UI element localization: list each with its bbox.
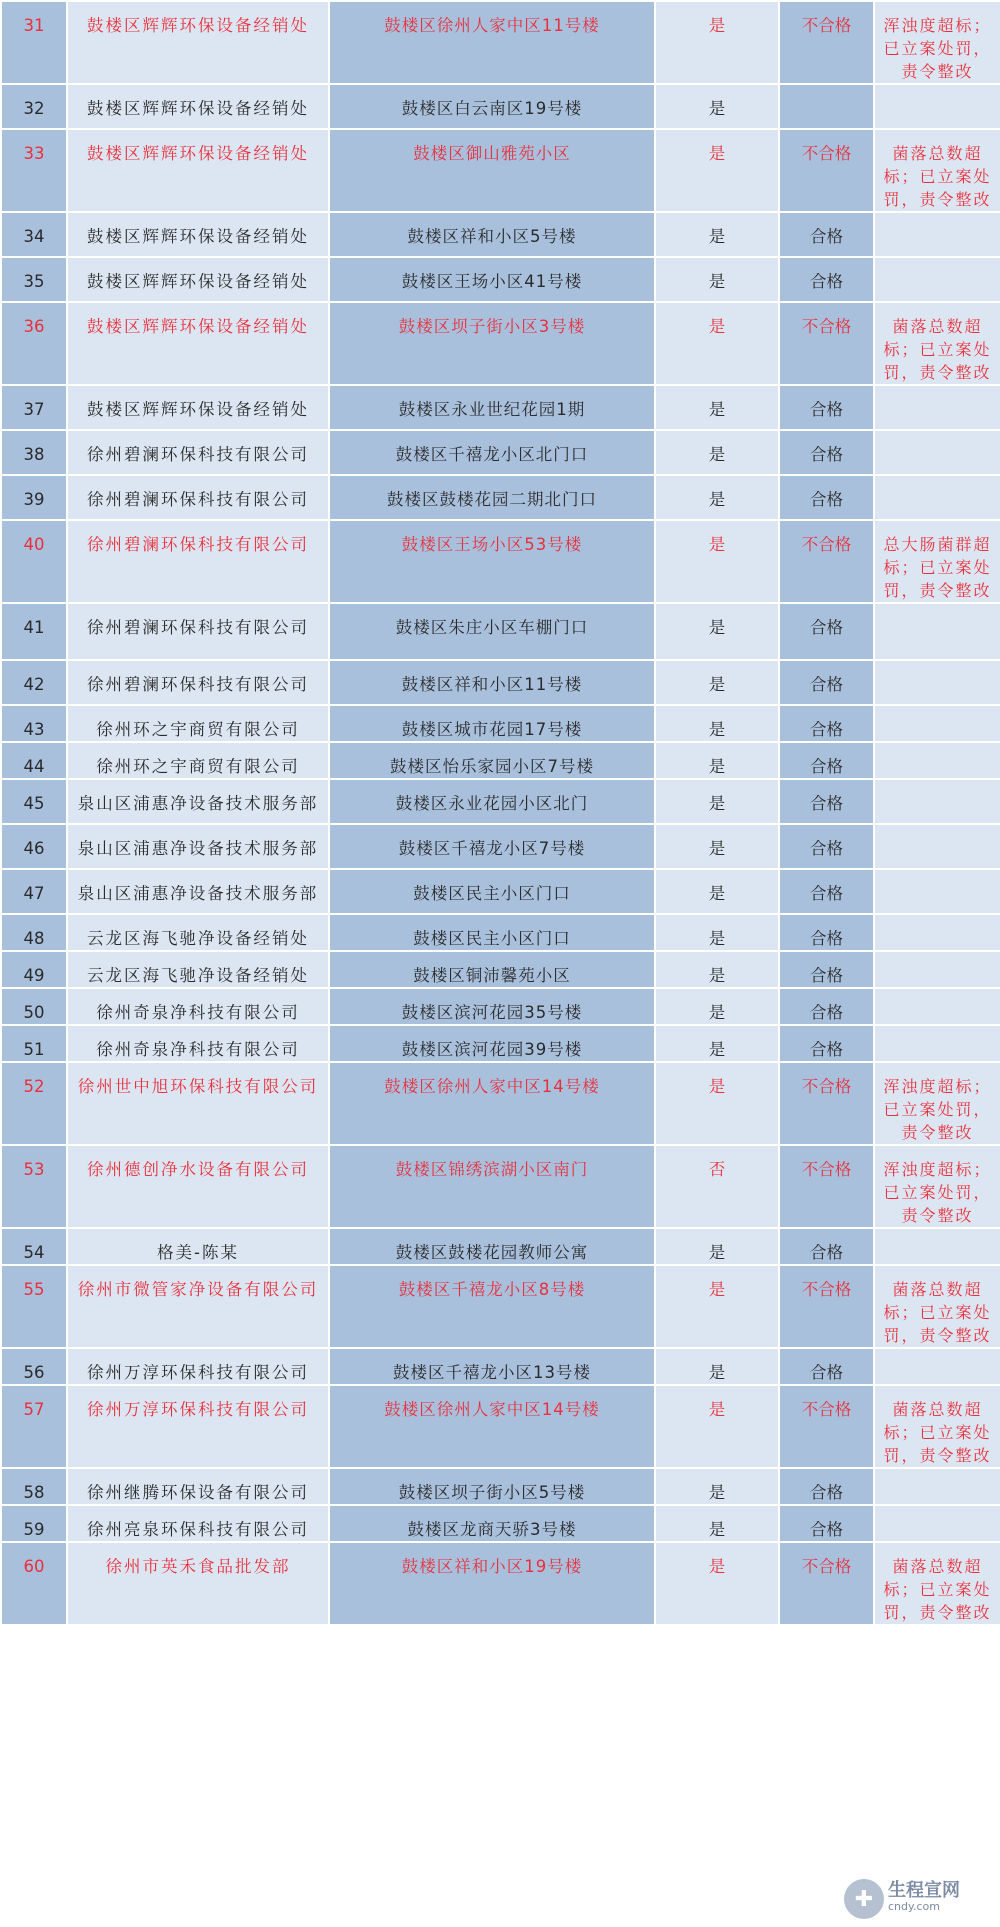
registered-flag: 是	[655, 1542, 779, 1625]
sampling-address: 鼓楼区朱庄小区车棚门口	[329, 603, 655, 660]
table-row	[1, 1468, 1000, 1505]
result-note	[874, 84, 1000, 129]
table-row	[1, 869, 1000, 914]
row-number: 44	[1, 742, 67, 779]
test-result: 合格	[779, 1505, 874, 1542]
registered-flag: 是	[655, 779, 779, 824]
company-name: 徐州环之宇商贸有限公司	[67, 705, 329, 742]
registered-flag: 是	[655, 385, 779, 430]
test-result: 合格	[779, 1348, 874, 1385]
result-note: 菌落总数超标；已立案处罚，责令整改	[874, 1385, 1000, 1468]
test-result: 不合格	[779, 1385, 874, 1468]
test-result: 合格	[779, 824, 874, 869]
registered-flag: 是	[655, 302, 779, 385]
company-name: 鼓楼区辉辉环保设备经销处	[67, 212, 329, 257]
row-number: 42	[1, 660, 67, 705]
company-name: 徐州碧澜环保科技有限公司	[67, 660, 329, 705]
result-note	[874, 1505, 1000, 1542]
watermark-url: cndy.com	[888, 1900, 940, 1913]
registered-flag: 是	[655, 1265, 779, 1348]
result-note	[874, 914, 1000, 951]
company-name: 云龙区海飞驰净设备经销处	[67, 914, 329, 951]
result-note	[874, 475, 1000, 520]
row-number: 55	[1, 1265, 67, 1348]
row-number: 33	[1, 129, 67, 212]
registered-flag: 是	[655, 824, 779, 869]
table-row	[1, 520, 1000, 603]
result-note: 菌落总数超标；已立案处罚，责令整改	[874, 302, 1000, 385]
test-result: 不合格	[779, 129, 874, 212]
company-name: 徐州碧澜环保科技有限公司	[67, 430, 329, 475]
result-note	[874, 212, 1000, 257]
table-row	[1, 1228, 1000, 1265]
row-number: 60	[1, 1542, 67, 1625]
result-note	[874, 1025, 1000, 1062]
test-result: 合格	[779, 660, 874, 705]
company-name: 鼓楼区辉辉环保设备经销处	[67, 385, 329, 430]
sampling-address: 鼓楼区王场小区41号楼	[329, 257, 655, 302]
company-name: 徐州碧澜环保科技有限公司	[67, 475, 329, 520]
test-result: 合格	[779, 1025, 874, 1062]
result-note	[874, 988, 1000, 1025]
row-number: 31	[1, 1, 67, 84]
table-row	[1, 475, 1000, 520]
test-result: 不合格	[779, 1145, 874, 1228]
registered-flag: 是	[655, 84, 779, 129]
test-result: 不合格	[779, 1542, 874, 1625]
company-name: 鼓楼区辉辉环保设备经销处	[67, 257, 329, 302]
registered-flag: 是	[655, 1228, 779, 1265]
registered-flag: 是	[655, 520, 779, 603]
result-note	[874, 430, 1000, 475]
table-row	[1, 302, 1000, 385]
registered-flag: 是	[655, 988, 779, 1025]
test-result: 合格	[779, 257, 874, 302]
test-result: 合格	[779, 951, 874, 988]
row-number: 49	[1, 951, 67, 988]
row-number: 52	[1, 1062, 67, 1145]
test-result: 合格	[779, 1468, 874, 1505]
test-result: 合格	[779, 385, 874, 430]
table-row	[1, 1348, 1000, 1385]
table-row	[1, 914, 1000, 951]
registered-flag: 是	[655, 914, 779, 951]
row-number: 46	[1, 824, 67, 869]
company-name: 徐州奇泉净科技有限公司	[67, 988, 329, 1025]
sampling-address: 鼓楼区民主小区门口	[329, 869, 655, 914]
result-note	[874, 1468, 1000, 1505]
registered-flag: 是	[655, 951, 779, 988]
company-name: 徐州碧澜环保科技有限公司	[67, 603, 329, 660]
registered-flag: 是	[655, 1025, 779, 1062]
row-number: 35	[1, 257, 67, 302]
table-row	[1, 1145, 1000, 1228]
test-result: 不合格	[779, 520, 874, 603]
test-result: 合格	[779, 705, 874, 742]
table-row	[1, 1385, 1000, 1468]
company-name: 徐州万淳环保科技有限公司	[67, 1385, 329, 1468]
table-row	[1, 1505, 1000, 1542]
registered-flag: 是	[655, 1468, 779, 1505]
company-name: 徐州市英禾食品批发部	[67, 1542, 329, 1625]
company-name: 泉山区浦惠净设备技术服务部	[67, 824, 329, 869]
result-note	[874, 660, 1000, 705]
result-note: 浑浊度超标；已立案处罚，责令整改	[874, 1145, 1000, 1228]
row-number: 58	[1, 1468, 67, 1505]
sampling-address: 鼓楼区御山雅苑小区	[329, 129, 655, 212]
sampling-address: 鼓楼区永业世纪花园1期	[329, 385, 655, 430]
company-name: 鼓楼区辉辉环保设备经销处	[67, 302, 329, 385]
test-result: 不合格	[779, 1265, 874, 1348]
registered-flag: 是	[655, 742, 779, 779]
sampling-address: 鼓楼区坝子街小区3号楼	[329, 302, 655, 385]
result-note: 菌落总数超标；已立案处罚，责令整改	[874, 1265, 1000, 1348]
result-note	[874, 705, 1000, 742]
watermark	[844, 1875, 994, 1923]
row-number: 32	[1, 84, 67, 129]
sampling-address: 鼓楼区龙商天骄3号楼	[329, 1505, 655, 1542]
registered-flag: 是	[655, 603, 779, 660]
result-note: 菌落总数超标；已立案处罚，责令整改	[874, 1542, 1000, 1625]
table-row	[1, 84, 1000, 129]
sampling-address: 鼓楼区徐州人家中区11号楼	[329, 1, 655, 84]
result-note	[874, 869, 1000, 914]
table-row	[1, 1542, 1000, 1625]
result-note	[874, 742, 1000, 779]
registered-flag: 是	[655, 1062, 779, 1145]
row-number: 36	[1, 302, 67, 385]
table-row	[1, 257, 1000, 302]
company-name: 徐州市微管家净设备有限公司	[67, 1265, 329, 1348]
table-row	[1, 603, 1000, 660]
sampling-address: 鼓楼区滨河花园39号楼	[329, 1025, 655, 1062]
registered-flag: 是	[655, 1385, 779, 1468]
registered-flag: 是	[655, 1, 779, 84]
row-number: 40	[1, 520, 67, 603]
sampling-address: 鼓楼区怡乐家园小区7号楼	[329, 742, 655, 779]
row-number: 54	[1, 1228, 67, 1265]
company-name: 鼓楼区辉辉环保设备经销处	[67, 129, 329, 212]
sampling-address: 鼓楼区徐州人家中区14号楼	[329, 1062, 655, 1145]
row-number: 50	[1, 988, 67, 1025]
table-row	[1, 660, 1000, 705]
company-name: 格美-陈某	[67, 1228, 329, 1265]
sampling-address: 鼓楼区千禧龙小区13号楼	[329, 1348, 655, 1385]
sampling-address: 鼓楼区城市花园17号楼	[329, 705, 655, 742]
row-number: 57	[1, 1385, 67, 1468]
row-number: 34	[1, 212, 67, 257]
test-result: 合格	[779, 430, 874, 475]
row-number: 59	[1, 1505, 67, 1542]
test-result: 合格	[779, 1228, 874, 1265]
test-result: 合格	[779, 212, 874, 257]
row-number: 53	[1, 1145, 67, 1228]
test-result: 不合格	[779, 302, 874, 385]
table-row	[1, 1, 1000, 84]
sampling-address: 鼓楼区徐州人家中区14号楼	[329, 1385, 655, 1468]
row-number: 41	[1, 603, 67, 660]
sampling-address: 鼓楼区鼓楼花园二期北门口	[329, 475, 655, 520]
sampling-address: 鼓楼区铜沛馨苑小区	[329, 951, 655, 988]
company-name: 徐州万淳环保科技有限公司	[67, 1348, 329, 1385]
sampling-address: 鼓楼区白云南区19号楼	[329, 84, 655, 129]
registered-flag: 是	[655, 129, 779, 212]
company-name: 云龙区海飞驰净设备经销处	[67, 951, 329, 988]
result-note	[874, 1228, 1000, 1265]
test-result: 不合格	[779, 1, 874, 84]
sampling-address: 鼓楼区千禧龙小区7号楼	[329, 824, 655, 869]
table-row	[1, 1062, 1000, 1145]
test-result: 合格	[779, 742, 874, 779]
sampling-address: 鼓楼区滨河花园35号楼	[329, 988, 655, 1025]
sampling-address: 鼓楼区锦绣滨湖小区南门	[329, 1145, 655, 1228]
table-row	[1, 951, 1000, 988]
registered-flag: 是	[655, 1348, 779, 1385]
sampling-address: 鼓楼区民主小区门口	[329, 914, 655, 951]
row-number: 51	[1, 1025, 67, 1062]
sampling-address: 鼓楼区千禧龙小区北门口	[329, 430, 655, 475]
registered-flag: 是	[655, 660, 779, 705]
table-row	[1, 430, 1000, 475]
result-note	[874, 257, 1000, 302]
row-number: 37	[1, 385, 67, 430]
company-name: 徐州继腾环保设备有限公司	[67, 1468, 329, 1505]
company-name: 徐州亮泉环保科技有限公司	[67, 1505, 329, 1542]
result-note	[874, 824, 1000, 869]
result-note	[874, 779, 1000, 824]
row-number: 38	[1, 430, 67, 475]
table-row	[1, 742, 1000, 779]
test-result: 合格	[779, 475, 874, 520]
row-number: 48	[1, 914, 67, 951]
table-row	[1, 705, 1000, 742]
table-row	[1, 988, 1000, 1025]
table-body	[1, 1, 1000, 1625]
sampling-address: 鼓楼区永业花园小区北门	[329, 779, 655, 824]
row-number: 47	[1, 869, 67, 914]
company-name: 泉山区浦惠净设备技术服务部	[67, 779, 329, 824]
table-row	[1, 1265, 1000, 1348]
company-name: 鼓楼区辉辉环保设备经销处	[67, 1, 329, 84]
watermark-name: 生程宣网	[888, 1880, 960, 1901]
registered-flag: 是	[655, 212, 779, 257]
table-row	[1, 779, 1000, 824]
test-result: 合格	[779, 603, 874, 660]
registered-flag: 是	[655, 869, 779, 914]
table-row	[1, 212, 1000, 257]
registered-flag: 否	[655, 1145, 779, 1228]
table-row	[1, 129, 1000, 212]
result-note	[874, 951, 1000, 988]
result-note: 总大肠菌群超标；已立案处罚，责令整改	[874, 520, 1000, 603]
company-name: 鼓楼区辉辉环保设备经销处	[67, 84, 329, 129]
registered-flag: 是	[655, 705, 779, 742]
test-result	[779, 84, 874, 129]
registered-flag: 是	[655, 475, 779, 520]
sampling-address: 鼓楼区祥和小区5号楼	[329, 212, 655, 257]
row-number: 39	[1, 475, 67, 520]
result-note: 菌落总数超标；已立案处罚，责令整改	[874, 129, 1000, 212]
company-name: 徐州德创净水设备有限公司	[67, 1145, 329, 1228]
company-name: 徐州奇泉净科技有限公司	[67, 1025, 329, 1062]
test-result: 合格	[779, 914, 874, 951]
table-row	[1, 385, 1000, 430]
sampling-address: 鼓楼区王场小区53号楼	[329, 520, 655, 603]
test-result: 合格	[779, 988, 874, 1025]
company-name: 泉山区浦惠净设备技术服务部	[67, 869, 329, 914]
sampling-address: 鼓楼区坝子街小区5号楼	[329, 1468, 655, 1505]
table-row	[1, 824, 1000, 869]
sampling-address: 鼓楼区祥和小区19号楼	[329, 1542, 655, 1625]
company-name: 徐州环之宇商贸有限公司	[67, 742, 329, 779]
result-note	[874, 385, 1000, 430]
registered-flag: 是	[655, 1505, 779, 1542]
sampling-address: 鼓楼区千禧龙小区8号楼	[329, 1265, 655, 1348]
sampling-address: 鼓楼区祥和小区11号楼	[329, 660, 655, 705]
test-result: 合格	[779, 779, 874, 824]
registered-flag: 是	[655, 257, 779, 302]
test-result: 合格	[779, 869, 874, 914]
registered-flag: 是	[655, 430, 779, 475]
result-note	[874, 603, 1000, 660]
row-number: 56	[1, 1348, 67, 1385]
row-number: 45	[1, 779, 67, 824]
result-note: 浑浊度超标；已立案处罚，责令整改	[874, 1062, 1000, 1145]
sampling-address: 鼓楼区鼓楼花园教师公寓	[329, 1228, 655, 1265]
result-note	[874, 1348, 1000, 1385]
result-note: 浑浊度超标；已立案处罚，责令整改	[874, 1, 1000, 84]
table-row	[1, 1025, 1000, 1062]
row-number: 43	[1, 705, 67, 742]
company-name: 徐州碧澜环保科技有限公司	[67, 520, 329, 603]
watermark-logo-icon: ✚	[844, 1879, 884, 1919]
company-name: 徐州世中旭环保科技有限公司	[67, 1062, 329, 1145]
test-result: 不合格	[779, 1062, 874, 1145]
